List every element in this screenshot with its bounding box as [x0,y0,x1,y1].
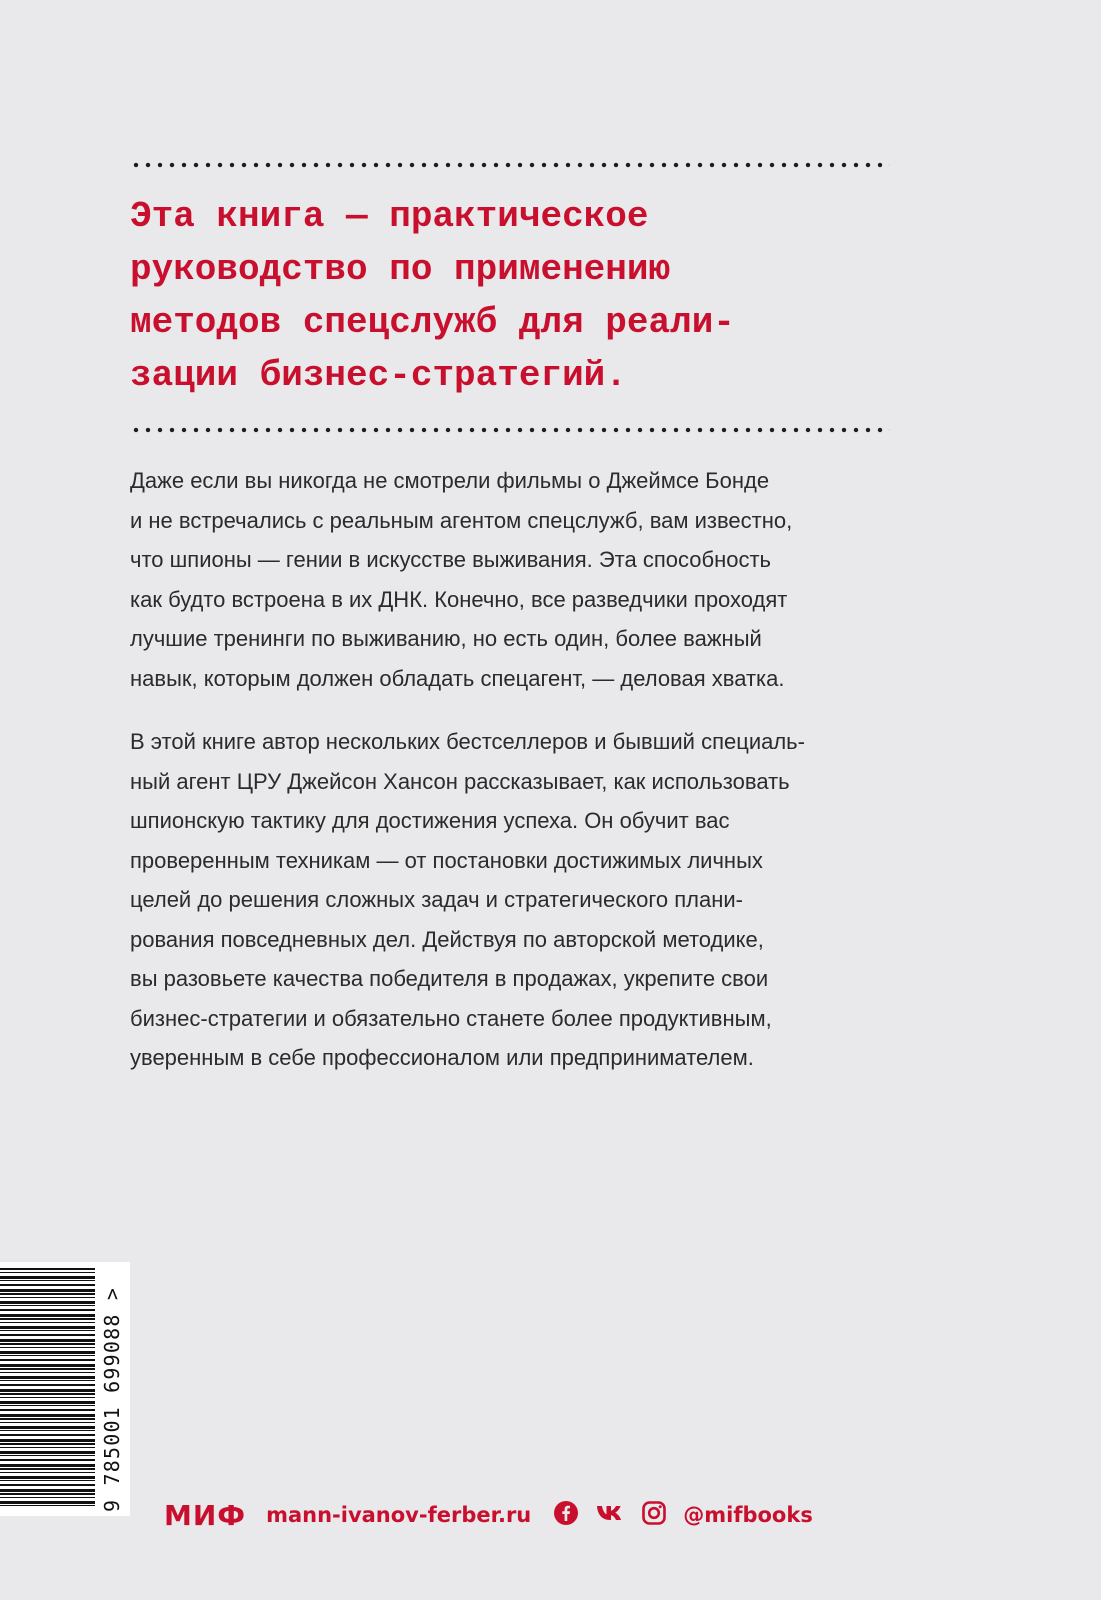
description-paragraph-2 [130,722,910,1078]
text-line: шпионскую тактику для достижения успеха. Он обучит вас [130,808,730,833]
barcode-digits: 9 785001 699088 > [100,1286,124,1512]
text-line: Даже если вы никогда не смотрели фильмы о Джеймсе Бонде [130,468,770,493]
headline [130,190,910,402]
website-link[interactable]: mann-ivanov-ferber.ru [266,1503,532,1527]
headline-line: Эта книга — практическое [130,196,649,237]
headline-line: руководство по применению [130,249,671,290]
dotted-divider-top [130,162,890,168]
facebook-icon[interactable] [553,1500,579,1531]
dotted-divider-bottom [130,427,890,433]
instagram-icon[interactable] [641,1500,667,1531]
barcode-bars [0,1268,95,1506]
social-handle[interactable]: @mifbooks [683,1503,813,1527]
description-paragraph-1 [130,461,910,698]
publisher-logo: МИФ [164,1498,247,1532]
isbn-barcode [0,1262,130,1516]
text-line: бизнес-стратегии и обязательно станете более продуктивным, [130,1005,772,1031]
vk-icon[interactable] [595,1503,625,1528]
text-line: что шпионы — гении в искусстве выживания. Эта способность [130,547,772,572]
text-line: рования повседневных дел. Действуя по авторской методике, [130,926,764,952]
text-line: вы разовьете качества победителя в продажах, укрепите свои [130,966,769,991]
text-line: ный агент ЦРУ Джейсон Хансон рассказывает, как использовать [130,768,790,794]
text-line: В этой книге автор нескольких бестселлеров и бывший специаль- [130,729,805,754]
text-line: уверенным в себе профессионалом или предпринимателем. [130,1045,754,1070]
text-line: проверенным техникам — от постановки достижимых личных [130,847,763,873]
headline-line: методов спецслужб для реали- [130,302,735,343]
text-line: лучшие тренинги по выживанию, но есть один, более важный [130,626,762,651]
text-line: навык, которым должен обладать спецагент, — деловая хватка. [130,665,785,691]
text-line: и не встречались с реальным агентом спецслужб, вам известно, [130,507,793,533]
headline-line: зации бизнес-стратегий. [130,355,627,396]
text-line: целей до решения сложных задач и стратегического плани- [130,887,743,912]
publisher-footer [164,1495,813,1535]
text-line: как будто встроена в их ДНК. Конечно, все разведчики проходят [130,586,788,612]
